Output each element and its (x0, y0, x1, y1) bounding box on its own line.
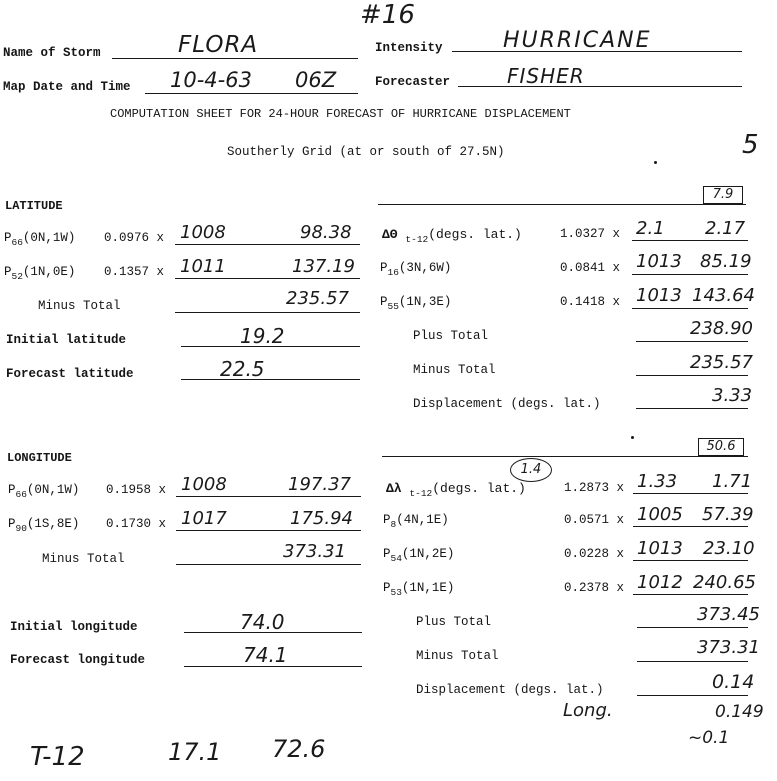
lon-delta-coef: 1.2873 x (564, 481, 625, 495)
lon-p66-coef: 0.1958 x (106, 483, 167, 497)
lat-p16-coef: 0.0841 x (560, 261, 621, 275)
map-date-value: 10-4-63 (170, 68, 252, 92)
initial-longitude-value: 74.0 (240, 610, 285, 634)
initial-latitude-label: Initial latitude (6, 333, 127, 347)
lon-p54-pressure: 1013 (637, 538, 683, 559)
lat-left-minus-value: 235.57 (286, 288, 349, 309)
forecaster-value: FISHER (507, 64, 585, 88)
corner-check-mark: 5 (742, 130, 759, 160)
lon-minus-total-value: 373.31 (697, 637, 760, 658)
lon-p90-line (176, 530, 361, 531)
lat-left-minus-line (175, 312, 360, 313)
lat-displacement-label: Displacement (degs. lat.) (413, 397, 601, 411)
sheet-number: #16 (360, 0, 415, 30)
lat-minus-total-line (636, 375, 748, 376)
forecaster-line (458, 86, 742, 87)
lon-p90-label: $P_{90}(1S,8E)$ (8, 517, 80, 534)
forecast-latitude-value: 22.5 (220, 357, 265, 381)
lon-p54-coef: 0.0228 x (564, 547, 625, 561)
lat-p16-label: $P_{16}(3N,6W)$ (380, 261, 452, 278)
forecast-longitude-label: Forecast longitude (10, 653, 146, 667)
lon-p90-coef: 0.1730 x (106, 517, 167, 531)
ink-dot (631, 436, 634, 439)
lon-p8-coef: 0.0571 x (564, 513, 625, 527)
lat-p66-label: $P_{66}(0N,1W)$ (4, 231, 76, 248)
lat-p52-coef: 0.1357 x (104, 265, 165, 279)
storm-name-value: FLORA (178, 32, 259, 58)
lon-displacement-value: 0.14 (712, 671, 755, 693)
lat-p66-product: 98.38 (300, 222, 352, 243)
latitude-box-value: 7.9 (703, 186, 743, 204)
lon-p54-product: 23.10 (703, 538, 755, 559)
map-date-line (145, 93, 358, 94)
lon-plus-total-label: Plus Total (416, 615, 492, 629)
lon-p8-label: $P_8(4N,1E)$ (383, 513, 449, 530)
lat-delta-line (632, 240, 748, 241)
lat-p16-line (632, 274, 748, 275)
lon-delta-input: 1.33 (637, 471, 678, 492)
latitude-heading: LATITUDE (5, 199, 63, 213)
lat-p52-line (175, 278, 360, 279)
lat-displacement-value: 3.33 (712, 385, 753, 406)
lat-minus-total-label: Minus Total (413, 363, 496, 377)
lat-left-minus-label: Minus Total (38, 299, 121, 313)
intensity-line (452, 51, 742, 52)
longitude-note: Long. (563, 700, 613, 721)
lat-p16-pressure: 1013 (636, 251, 682, 272)
forecaster-label: Forecaster (375, 75, 451, 89)
lat-p55-line (632, 308, 748, 309)
forecast-longitude-value: 74.1 (243, 643, 288, 667)
t12-latitude: 17.1 (168, 738, 222, 766)
lon-p66-pressure: 1008 (181, 474, 227, 495)
lon-delta-line (633, 493, 748, 494)
lat-plus-total-label: Plus Total (413, 329, 489, 343)
lon-p8-pressure: 1005 (637, 504, 683, 525)
lat-p16-product: 85.19 (700, 251, 752, 272)
initial-longitude-line (184, 632, 362, 633)
lat-delta-coef: 1.0327 x (560, 227, 621, 241)
lat-plus-total-line (636, 341, 748, 342)
sheet-title: COMPUTATION SHEET FOR 24-HOUR FORECAST OF HURRICANE DISPLACEMENT (110, 107, 571, 121)
t12-label: T-12 (30, 742, 85, 772)
lon-p53-line (633, 594, 748, 595)
lat-p66-coef: 0.0976 x (104, 231, 165, 245)
lon-p66-line (176, 496, 361, 497)
sheet-subtitle: Southerly Grid (at or south of 27.5N) (227, 145, 505, 159)
lat-p55-coef: 0.1418 x (560, 295, 621, 309)
longitude-heading: LONGITUDE (7, 451, 72, 465)
lat-p52-label: $P_{52}(1N,0E)$ (4, 265, 76, 282)
lon-p8-product: 57.39 (702, 504, 754, 525)
lon-p90-product: 175.94 (290, 508, 353, 529)
lon-displacement-line (637, 695, 748, 696)
lon-p53-product: 240.65 (693, 572, 756, 593)
lon-plus-total-line (637, 627, 748, 628)
longitude-note-value: 0.149 (715, 702, 764, 722)
map-date-label: Map Date and Time (3, 80, 131, 94)
initial-longitude-label: Initial longitude (10, 620, 138, 634)
map-time-value: 06Z (295, 68, 337, 92)
lon-p53-pressure: 1012 (637, 572, 683, 593)
longitude-circled-note: 1.4 (510, 458, 552, 482)
forecast-latitude-line (181, 379, 360, 380)
lon-minus-total-label: Minus Total (416, 649, 499, 663)
lon-plus-total-value: 373.45 (697, 604, 760, 625)
lat-p66-pressure: 1008 (180, 222, 226, 243)
lon-p53-label: $P_{53}(1N,1E)$ (383, 581, 455, 598)
lon-left-minus-label: Minus Total (42, 552, 125, 566)
longitude-top-rule (382, 456, 748, 457)
lon-left-minus-line (176, 564, 361, 565)
lon-delta-product: 1.71 (712, 471, 753, 492)
lat-minus-total-value: 235.57 (690, 352, 753, 373)
lat-p55-product: 143.64 (692, 285, 755, 306)
lat-p52-product: 137.19 (292, 256, 355, 277)
lon-p90-pressure: 1017 (181, 508, 227, 529)
lon-p53-coef: 0.2378 x (564, 581, 625, 595)
longitude-box-value: 50.6 (698, 438, 744, 456)
lat-p55-pressure: 1013 (636, 285, 682, 306)
lon-displacement-label: Displacement (degs. lat.) (416, 683, 604, 697)
lon-left-minus-value: 373.31 (283, 541, 346, 562)
lon-p66-product: 197.37 (288, 474, 351, 495)
initial-latitude-line (181, 346, 360, 347)
lon-p54-label: $P_{54}(1N,2E)$ (383, 547, 455, 564)
intensity-value: HURRICANE (503, 28, 652, 53)
lat-delta-product: 2.17 (705, 218, 746, 239)
lat-plus-total-value: 238.90 (690, 318, 753, 339)
lon-minus-total-line (637, 661, 748, 662)
lon-delta-label: Δλ $_{t-12}$(degs. lat.) (386, 481, 526, 499)
lat-delta-label: ΔΘ $_{t-12}$(degs. lat.) (382, 227, 522, 245)
latitude-top-rule (378, 204, 746, 205)
forecast-longitude-line (184, 666, 362, 667)
t12-longitude: 72.6 (272, 735, 326, 763)
forecast-latitude-label: Forecast latitude (6, 367, 134, 381)
storm-name-label: Name of Storm (3, 46, 101, 60)
lon-p8-line (633, 526, 748, 527)
lon-p66-label: $P_{66}(0N,1W)$ (8, 483, 80, 500)
lon-p54-line (633, 560, 748, 561)
lat-displacement-line (636, 408, 748, 409)
lat-p55-label: $P_{55}(1N,3E)$ (380, 295, 452, 312)
lat-p66-line (175, 244, 360, 245)
approx-value: ~0.1 (688, 728, 730, 748)
intensity-label: Intensity (375, 41, 443, 55)
ink-dot (654, 161, 657, 164)
initial-latitude-value: 19.2 (240, 324, 285, 348)
lat-p52-pressure: 1011 (180, 256, 226, 277)
storm-name-line (112, 58, 358, 59)
lat-delta-input: 2.1 (636, 218, 665, 239)
